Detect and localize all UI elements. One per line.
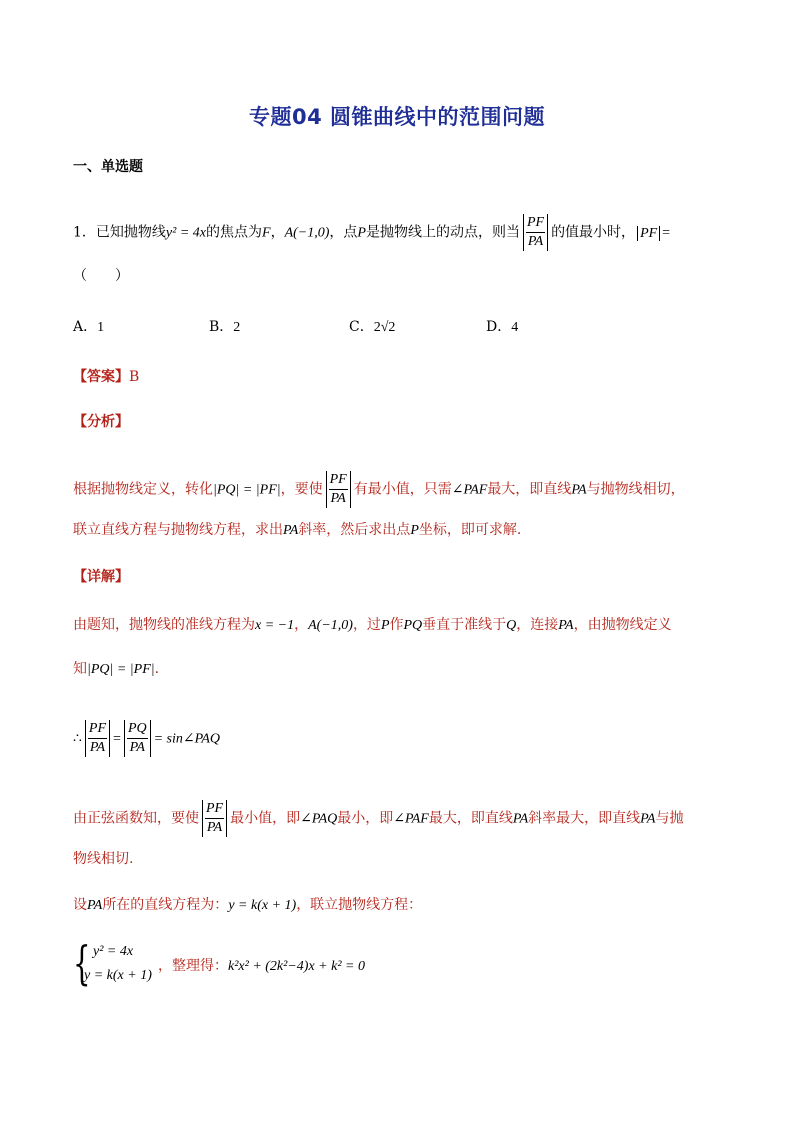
ratio-fraction bbox=[326, 471, 351, 508]
detail-line-2 bbox=[73, 659, 159, 680]
math: ∠PAF bbox=[451, 482, 488, 498]
math: PA bbox=[558, 618, 574, 633]
answer-tag: 【答案】 bbox=[73, 369, 129, 385]
system-eq-1: y² = 4x bbox=[93, 944, 134, 959]
option-label: D． bbox=[486, 319, 512, 335]
ratio-fraction bbox=[523, 214, 548, 251]
abs-pf: PF bbox=[637, 226, 660, 241]
page-title: 专题04 圆锥曲线中的范围问题 bbox=[248, 105, 546, 129]
text: 最大，即直线 bbox=[487, 481, 572, 498]
text: ，要使 bbox=[280, 481, 323, 498]
math: PQ bbox=[403, 618, 423, 633]
math: y = k(x + 1) bbox=[228, 898, 297, 913]
stem-text: ，点 bbox=[329, 224, 358, 241]
text: ，由抛物线定义 bbox=[573, 617, 672, 633]
text: ，过 bbox=[352, 617, 381, 633]
math: |PQ| = |PF| bbox=[87, 662, 155, 677]
parabola-equation: y² = 4x bbox=[165, 225, 206, 241]
fraction-denominator: PA bbox=[330, 491, 346, 506]
ratio-fraction bbox=[85, 720, 110, 757]
math: PA bbox=[512, 811, 529, 827]
stem-text: 的焦点为 bbox=[206, 224, 262, 241]
math: ∠PAF bbox=[393, 811, 429, 827]
system-eq-2: y = k(x + 1) bbox=[84, 968, 152, 983]
math: P bbox=[380, 618, 390, 633]
text: 由题知，抛物线的准线方程为 bbox=[73, 617, 255, 633]
text: 所在的直线方程为： bbox=[102, 897, 229, 913]
system-brace: { bbox=[73, 936, 91, 990]
math: A(−1,0) bbox=[308, 618, 353, 633]
text: ，联立抛物线方程： bbox=[296, 897, 423, 913]
fraction-numerator: PF bbox=[526, 214, 545, 233]
point-p: P bbox=[357, 225, 366, 241]
math: PA bbox=[283, 523, 299, 538]
text: ， bbox=[294, 617, 309, 633]
option-label: B． bbox=[209, 319, 234, 335]
text: 斜率，然后求出点 bbox=[298, 522, 411, 538]
option-d[interactable] bbox=[486, 316, 518, 336]
fraction-denominator: PA bbox=[206, 820, 223, 835]
text: 知 bbox=[73, 661, 87, 677]
text: 最大，即直线 bbox=[428, 810, 513, 827]
math: PA bbox=[87, 898, 103, 913]
fraction-numerator: PF bbox=[205, 800, 224, 819]
text: 联立直线方程与抛物线方程，求出 bbox=[73, 522, 283, 538]
analysis-line-2 bbox=[73, 520, 521, 541]
option-b[interactable] bbox=[209, 316, 240, 336]
question-number: 1．已知抛物线 bbox=[73, 224, 166, 241]
text: 与抛物线相切， bbox=[586, 481, 685, 498]
stem-text: 的值最小时， bbox=[551, 224, 636, 241]
detail-line-5: 物线相切. bbox=[73, 851, 134, 867]
text: 最小，即 bbox=[337, 810, 394, 827]
option-value: 4 bbox=[511, 320, 519, 335]
text: 与抛 bbox=[655, 810, 684, 827]
option-value: 2 bbox=[233, 320, 241, 335]
option-c[interactable] bbox=[349, 316, 395, 336]
text: 由正弦函数知，要使 bbox=[73, 810, 199, 827]
text: ，连接 bbox=[516, 617, 559, 633]
text: ，整理得： bbox=[158, 958, 228, 974]
math: P bbox=[410, 523, 419, 538]
text: 坐标，即可求解. bbox=[418, 522, 522, 538]
fraction-numerator: PQ bbox=[127, 720, 148, 739]
option-a[interactable] bbox=[73, 316, 104, 336]
point-a: A(−1,0) bbox=[284, 225, 330, 241]
fraction-numerator: PF bbox=[88, 720, 107, 739]
focus-symbol: F bbox=[262, 225, 271, 241]
text: 有最小值，只需 bbox=[353, 481, 452, 498]
answer-line bbox=[73, 367, 139, 387]
option-value: 2√2 bbox=[373, 320, 396, 335]
text: 垂直于准线于 bbox=[422, 617, 507, 633]
fraction-denominator: PA bbox=[129, 740, 145, 755]
detail-line-6 bbox=[73, 895, 422, 916]
detail-line-7 bbox=[158, 956, 365, 977]
math: k²x² + (2k²−4)x + k² = 0 bbox=[228, 959, 365, 974]
math: PA bbox=[640, 811, 656, 827]
text: 作 bbox=[389, 617, 404, 633]
option-label: C． bbox=[349, 319, 374, 335]
text: 最小值，即 bbox=[230, 810, 301, 827]
ratio-fraction-2 bbox=[124, 720, 151, 757]
option-label: A． bbox=[73, 319, 98, 335]
math: x = −1 bbox=[255, 618, 295, 633]
fraction-numerator: PF bbox=[329, 471, 348, 490]
detail-line-4 bbox=[73, 800, 683, 837]
answer-paren: （ ） bbox=[73, 268, 129, 284]
text: 斜率最大，即直线 bbox=[528, 810, 641, 827]
fraction-denominator: PA bbox=[527, 234, 544, 249]
math: PA bbox=[571, 482, 587, 498]
detail-line-1 bbox=[73, 615, 672, 636]
answer-value: B bbox=[129, 369, 140, 385]
equals-sign: = bbox=[113, 731, 121, 747]
analysis-tag: 【分析】 bbox=[73, 414, 129, 430]
detail-line-3 bbox=[73, 720, 220, 757]
therefore-sign: ∴ bbox=[73, 731, 82, 747]
math: |PQ| = |PF| bbox=[213, 482, 281, 498]
detail-tag: 【详解】 bbox=[73, 569, 129, 585]
math: Q bbox=[506, 618, 517, 633]
ratio-fraction bbox=[202, 800, 227, 837]
stem-text: 是抛物线上的动点，则当 bbox=[365, 224, 520, 241]
analysis-line-1 bbox=[73, 471, 685, 508]
fraction-denominator: PA bbox=[89, 740, 106, 755]
text: 设 bbox=[73, 897, 87, 913]
section-heading: 一、单选题 bbox=[73, 159, 143, 175]
option-value: 1 bbox=[97, 320, 105, 335]
text: 根据抛物线定义，转化 bbox=[73, 481, 213, 498]
stem-text: ， bbox=[270, 224, 285, 241]
equals-sign: = bbox=[662, 225, 671, 241]
math: ∠PAQ bbox=[300, 811, 338, 827]
text: . bbox=[154, 661, 160, 677]
sine-expression: = sin∠PAQ bbox=[153, 731, 221, 747]
question-1-stem bbox=[73, 214, 670, 251]
